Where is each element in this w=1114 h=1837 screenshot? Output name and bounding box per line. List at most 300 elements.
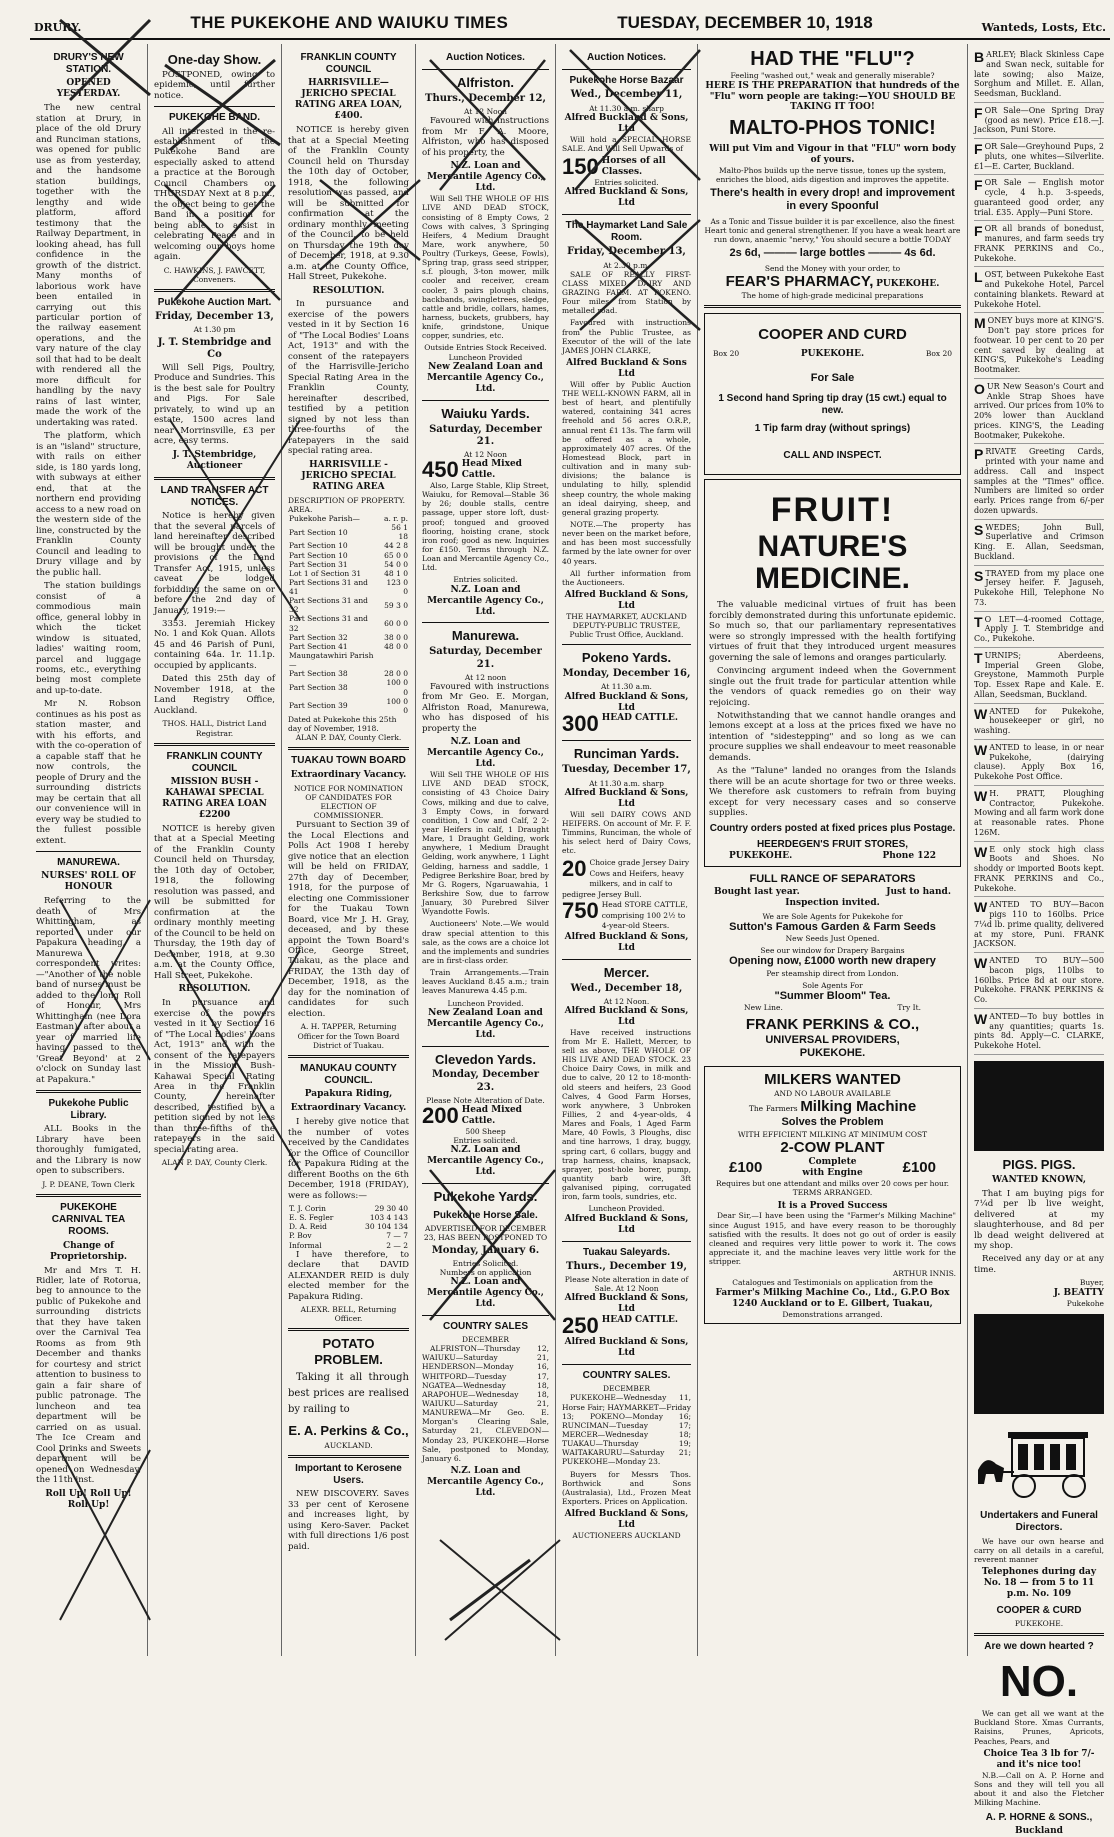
potato-text: Taking it all through best prices are realised by railing to — [288, 1372, 409, 1416]
classified-item — [974, 648, 1104, 704]
manurewa-heading: Manurewa. — [451, 628, 520, 644]
divider — [422, 400, 549, 401]
classified-text: URNIPS; Aberdeens, Imperial Green Globe, Greystone, Mammoth Purple Top. Essex Rape and Kale. E. Allan, Seedsman, Buckland. — [974, 650, 1104, 699]
classified-initial: F — [974, 223, 983, 240]
classified-initial: T — [974, 613, 983, 630]
horse-bazaar-day: Wed., December 11, — [570, 89, 683, 101]
rating-area-signature: ALAN P. DAY, County Clerk. — [295, 733, 402, 743]
candidate-name: Informal — [289, 1240, 322, 1250]
classified-text: ANTED TO BUY—500 bacon pigs, 110lbs to 160lbs. Price 8d at our store. Pukekohe. FRANK PERKINS & Co. — [974, 956, 1104, 1004]
pokeno-day: Monday, December 16, — [562, 668, 691, 680]
newspaper-title: THE PUKEKOHE AND WAIUKU TIMES — [190, 13, 509, 33]
alfriston-items: Will Sell THE WHOLE OF HIS LIVE AND DEAD STOCK, consisting of 8 Empty Cows, 2 Cows with calves, 3 Springing Heifers, 4 Medium Draught Mare, work anywhere, 50 Poultry (Turkeys, Geese, Fowls), Spring trap, grass seed stripper, s.f. plough, 3-ton mower, milk cooler and receiver, cream cooler, 3 pairs plough chains, backbands, swingletrees, sledge, cattle and bridle, collars, hames, harness, buckets, grubbers, hay knife, grindstone, Unique copper, sundries, etc. — [422, 194, 549, 341]
fruit-text: Convincing argument indeed when the Government single out the fruit trade for particular attention while the vendors of quack remedies go on their way rejoicing. — [709, 666, 956, 708]
luncheon-note: Luncheon Provided. — [447, 998, 524, 1008]
haymarket-text: Favoured with instructions from the Public Trustee, as Executor of the will of the late JAMES JOHN CLARKE, — [562, 318, 691, 355]
ad-black-bar — [974, 1061, 1104, 1151]
summer-bloom-title: "Summer Bloom" Tea. — [774, 990, 891, 1003]
rating-area-row — [288, 560, 409, 569]
send-line: Send the Money with your order, to — [764, 263, 901, 273]
choice-tea-line: Choice Tea 3 lb for 7/- and it's nice too! — [983, 1748, 1095, 1770]
property-description: Part Sections 31 and 41 — [289, 577, 368, 597]
runciman-heading: Runciman Yards. — [573, 746, 680, 762]
property-description: Maungatawhiri Parish— — [289, 651, 374, 670]
classified-item — [974, 313, 1104, 379]
flu-ad-line: HERE IS THE PREPARATION that hundreds of the "Flu" worn people are taking:—YOU SHOULD BE TAKING IT TOO! — [705, 80, 960, 113]
country-sales-heading: COUNTRY SALES — [442, 1320, 528, 1332]
tuakau-text: Pursuant to Section 39 of the Local Elections and Polls Act 1908 I hereby give notice that an election will be held on FRIDAY, 27th day of December, 1918, for the purpose of electing one Commissioner for the Tuakau Town Board, vice Mr J. H. Gray, deceased, and by these appoint the Town Board's Office, George Street, Tuakau, as the place and FRIDAY, the 13th day of December, 1918, as the day for the nomination of candidates for such election. — [288, 820, 409, 1019]
classified-text: ARLEY; Black Skinless Cape and Swan neck, suitable for late sowing; also Maize, Sorghum and Millet. E. Allan, Seedsman, Buckland. — [974, 50, 1104, 98]
mercer-time: At 12 Noon. — [603, 996, 650, 1006]
price-amount: £100 — [729, 1159, 763, 1177]
votes-row — [288, 1231, 409, 1240]
manukau-subheading: Extraordinary Vacancy. — [290, 1103, 407, 1114]
cow-plant-title: 2-COW PLANT — [780, 1138, 885, 1156]
separators-line: Inspection invited. — [785, 897, 880, 908]
flu-ad-line: Feeling "washed out," weak and generally miserable? — [730, 71, 935, 81]
milking-machine-ad — [704, 1066, 961, 1324]
classified-text: H. PRATT, Ploughing Contractor, Pukekohe. Mowing and all farm work done at reasonable rates. Phone 126M. — [974, 788, 1104, 837]
rating-area-row — [288, 678, 409, 696]
property-description: Part Section 10 — [289, 527, 348, 537]
issue-date: TUESDAY, DECEMBER 10, 1918 — [617, 13, 873, 33]
tuakau-note: Please Note alteration in date of Sale. At 12 Noon — [564, 1274, 689, 1294]
divider — [36, 851, 141, 852]
buckland-name: Alfred Buckland & Sons, Ltd — [564, 1213, 689, 1235]
tuakau-day: Thurs., December 19, — [566, 1260, 687, 1272]
rating-area-row — [288, 569, 409, 578]
rating-area-columns: DESCRIPTION OF PROPERTY. AREA. — [288, 495, 406, 514]
classified-text: OR Sale — English motor cycle, 4 h.p. 3-speeds, guaranteed good order, any trial. £35. Apply—Puni Store. — [974, 178, 1104, 217]
classified-text: WEDES; John Bull, Superlative and Crimson King. E. Allan, Seedsman, Buckland. — [974, 522, 1104, 561]
tuakau-heading: TUAKAU TOWN BOARD — [291, 755, 406, 767]
classified-item — [974, 786, 1104, 842]
classified-initial: W — [974, 741, 988, 758]
drury-paragraph: The platform, which is an "island" structure, with rails on either side, is 180 yards long, with subways at either end, that at the northern end providing access to a new road on the western side of the line, constructed by the Franklin County Council and leading to Drury village and by the public hall. — [36, 431, 141, 578]
property-description: Part Section 38 — [289, 683, 348, 693]
waiuku-count: 450 — [422, 457, 459, 483]
show-text: POSTPONED, owing to epidemic, until further notice. — [154, 69, 275, 101]
horne-name: A. P. HORNE & SONS., — [985, 1812, 1093, 1824]
cooper-curd-name: COOPER & CURD — [996, 1604, 1082, 1616]
fcc-resolution: RESOLUTION. — [178, 984, 251, 995]
property-area: a. r. p. — [384, 513, 408, 523]
classified-text: OR all brands of bonedust, manures, and farm seeds try FRANK PERKINS and Co., Pukekohe. — [974, 224, 1104, 263]
box-number: Box 20 — [925, 348, 952, 358]
column-nz-loan — [416, 44, 556, 1656]
buckland-name: Alfred Buckland & Sons, Ltd — [564, 1337, 689, 1359]
library-signature: J. P. DEANE, Town Clerk — [42, 1179, 135, 1189]
nz-loan-name: New Zealand Loan and Mercantile Agency Co., Ltd. — [427, 361, 544, 394]
buckland-name: Alfred Buckland & Sons, Ltd — [564, 1509, 689, 1531]
country-sales-note: Buyers for Messrs Thos. Borthwick and Sons (Australasia), Ltd., Frozen Meat Exporters. Prices on Application. — [562, 1469, 691, 1506]
votes-row — [288, 1241, 409, 1250]
rating-area-row — [288, 697, 409, 715]
nurses-roll-subheading: NURSES' ROLL OF HONOUR — [41, 871, 136, 893]
rating-area-row — [288, 669, 409, 678]
property-area: 123 0 0 — [386, 577, 408, 597]
fcc2-resolution: RESOLUTION. — [312, 285, 385, 296]
classified-initial: S — [974, 521, 984, 538]
ad-black-bar — [974, 1314, 1104, 1414]
clevedon-day: Monday, December 23. — [432, 1069, 539, 1093]
auction-mart-signature: J. T. Stembridge, Auctioneer — [172, 449, 257, 471]
horse-bazaar-head: Horses of all Classes. — [601, 155, 666, 177]
clevedon-head: Head Mixed Cattle. — [461, 1104, 522, 1126]
nz-loan-name: N.Z. Loan and Mercantile Agency Co., Ltd. — [427, 584, 544, 617]
fruit-orders: Country orders posted at fixed prices plus Postage. — [709, 822, 956, 834]
rating-area-row — [288, 514, 409, 523]
opening-line: Opening now, £1000 worth new drapery — [729, 955, 936, 968]
buckland-name: Alfred Buckland & Sons, Ltd — [564, 112, 689, 134]
train-note: Train Arrangements.—Train leaves Auckland 8.45 a.m.; train leaves Manurewa 4.45 p.m. — [422, 968, 549, 996]
property-area: 100 0 0 — [386, 696, 408, 715]
candidate-votes: 103 4 143 — [369, 1213, 408, 1223]
property-description: Part Section 38 — [289, 669, 348, 679]
cooper-curd-ad — [704, 313, 961, 474]
nb-text: N.B.—Call on A. P. Horne and Sons and they will tell you all about it and also the Fletcher Milking Machine. — [974, 1770, 1104, 1807]
divider — [36, 1194, 141, 1197]
heerdegen-town: PUKEKOHE. — [729, 851, 793, 862]
horse-sale-text: ADVERTISED FOR DECEMBER 23, HAS BEEN POSTPONED TO — [423, 1224, 548, 1243]
nz-loan-name: N.Z. Loan and Mercantile Agency Co., Ltd. — [427, 1145, 544, 1178]
candidate-votes: 7 — 7 — [386, 1231, 408, 1241]
runciman-time: At 11.30 a.m. sharp — [589, 778, 664, 788]
manurewa-day: Saturday, December 21. — [429, 646, 542, 670]
fruit-text: The valuable medicinal virtues of fruit has been forcibly demonstrated during this unfortunate epidemic. So much so, that our parliamentary representatives were so strongly impressed with the health fortifying virtues of fruit that they introduced urgent measures governing the sale of lemons and oranges particularly. — [709, 600, 956, 663]
haymarket-heading: The Haymarket Land Sale Room. — [565, 220, 688, 244]
pigs-buyer-label: Buyer, — [1079, 1278, 1104, 1288]
auctioneer-name: J. T. Stembridge and Co — [157, 336, 272, 360]
classified-initial: W — [974, 899, 988, 916]
country-sales-heading: COUNTRY SALES. — [582, 1370, 671, 1382]
undertakers-heading: Undertakers and Funeral Directors. — [980, 1510, 1098, 1534]
property-area: 100 0 0 — [386, 678, 408, 697]
manurewa-paragraph: Referring to the death of Mrs Whittingham, as reported under our Papakura heading, a Manurewa correspondent writes:—"Another of the noble band of nurses must be added to the long Roll of Honour, Mrs Whittingham (nee Dora Eastman), after about a year of married life having passed to the 'Great Beyond' at 2 o'clock on Sunday last at Papakura." — [36, 896, 141, 1085]
tuakau-saleyards-heading: Tuakau Saleyards. — [582, 1246, 671, 1258]
fruit-text: Notwithstanding that we cannot handle oranges and lemons except at a loss at the prices fixed we have no intention of "sidestepping" and so long as we can procure supplies we shall endeavour to meet reasonable demands. — [709, 711, 956, 763]
buckland-name: Alfred Buckland & Sons, Ltd — [564, 1005, 689, 1027]
land-transfer-heading: LAND TRANSFER ACT NOTICES. — [160, 484, 269, 508]
fears-pharmacy-name: FEAR'S PHARMACY, — [725, 272, 874, 290]
undertakers-text: We have our own hearse and carry on all details in a careful, reverent manner — [974, 1536, 1104, 1564]
mercer-heading: Mercer. — [603, 964, 650, 980]
runciman-day: Tuesday, December 17, — [562, 764, 691, 776]
land-transfer-text: Notice is hereby given that the several parcels of land hereinafter described will be brought under the provisions of the Land Transfer Act, 1915, unless caveat be lodged forbidding the same on or before the 2nd day of January, 1919:— — [154, 511, 275, 616]
land-transfer-date: Dated this 25th day of November 1918, at the Land Registry Office, Auckland. — [154, 674, 275, 716]
horse-bazaar-heading: Pukekohe Horse Bazaar — [569, 75, 684, 87]
frank-perkins-name: FRANK PERKINS & CO., — [745, 1015, 920, 1033]
malto-phos-line: Will put Vim and Vigour in that "FLU" worn body of yours. — [709, 143, 956, 165]
classified-item — [974, 842, 1104, 898]
show-heading: One-day Show. — [167, 52, 262, 67]
property-description: Part Section 32 — [289, 632, 348, 642]
alfriston-time: At 12 Noon — [463, 107, 508, 117]
flu-ad-title: HAD THE "FLU"? — [750, 48, 915, 70]
column-wanteds — [968, 44, 1110, 1837]
property-area — [379, 651, 409, 669]
horse-bazaar-time: At 11.30 a.m. sharp — [589, 103, 664, 113]
luncheon-note: Luncheon Provided — [448, 352, 523, 362]
runciman-text: Will sell DAIRY COWS AND HEIFERS. On account of Mr. F. F. Timmins, Runciman, the whole of his select herd of Dairy Cows, etc. — [562, 809, 691, 856]
divider — [154, 743, 275, 746]
rating-area-row — [288, 578, 409, 596]
property-area: 48 1 0 — [384, 568, 408, 578]
demonstrations-line: Demonstrations arranged. — [782, 1309, 883, 1319]
horse-sale-heading: Pukekohe Horse Sale. — [433, 1210, 538, 1222]
haymarket-trustee: DEPUTY-PUBLIC TRUSTEE, Public Trust Office, Auckland. — [569, 621, 684, 640]
roll-up-line: Roll Up! Roll Up! Roll Up! — [45, 1488, 132, 1510]
fears-pharmacy-town: PUKEKOHE. — [876, 278, 940, 289]
auction-notices-heading: Auction Notices. — [587, 52, 666, 63]
classified-text: ANTED to lease, in or near Pukekohe, (dairying clause). Apply Box 16, Pukekohe Post Office. — [974, 742, 1104, 781]
natures-title: NATURE'S — [757, 530, 908, 564]
fcc2-text: NOTICE is hereby given that at a Special Meeting of the Franklin County Council held on Thursday the 10th day of October, 1918, the following resolution was passed, and will be submitted for confirmation at the ordinary monthly meeting of the Council, to be held on Thursday the 19th day of December, 1918, at 9.30 a.m. at the County Office, Hall Street, Pukekohe. — [288, 125, 409, 283]
perkins-town: AUCKLAND. — [324, 1440, 373, 1450]
no-labour-line: AND NO LABOUR AVAILABLE — [774, 1089, 891, 1098]
call-inspect: CALL AND INSPECT. — [783, 449, 882, 461]
divider — [422, 1183, 549, 1184]
library-text: ALL Books in the Library have been thoroughly fumigated, and the Library is now open to subscribers. — [36, 1124, 141, 1177]
pigs-text: That I am buying pigs for 7¼d per lb live weight, delivered at my slaughterhouse, and 8d per lb dead weight delivered at my shop. — [974, 1188, 1104, 1251]
drury-paragraph: The new central station at Drury, in place of the old Drury and Runciman stations, was opened for public use as from yesterday, and the handsome station buildings, together with the lengthy and wide platform, afford testimony that the Railway Department, in looking ahead, has full confidence in the growth of the district. Many months of laborious work have been entailed in carrying out this particular portion of the railway easement operations, and the vary nature of the clay soil that had to be dealt with rendered all the more difficult for handling by the navy rains of last winter, made the work of the undertaking was rated. — [36, 103, 141, 428]
separators-line: Just to hand. — [886, 886, 951, 897]
rating-area-row — [288, 596, 409, 614]
tea-rooms-heading: PUKEKOHE CARNIVAL TEA ROOMS. — [51, 1202, 126, 1238]
cooper-curd-title: COOPER AND CURD — [758, 326, 907, 344]
rating-area-table — [288, 514, 409, 715]
column-ads — [698, 44, 968, 1656]
fcc-signature: ALAN P. DAY, County Clerk. — [161, 1158, 268, 1168]
tea-rooms-text: Mr and Mrs T. H. Ridler, late of Rotorua, beg to announce to the public of Pukekohe and surrounding districts that they have taken over the Carnival Tea Rooms as from 9th December and thanks for courtesy and strict attention to business to gain a fair share of public patronage. The luncheon and tea department will be carried on as usual. The Ice Cream and Cool Drinks and Sweets department will be opened on Wednesday, the 11th inst. — [36, 1265, 141, 1486]
tuakau-count: 250 — [562, 1313, 599, 1339]
clevedon-sheep: 500 Sheep — [465, 1126, 506, 1136]
classified-item — [974, 267, 1104, 313]
property-area: 65 0 0 — [384, 550, 408, 560]
property-description: Part Section 10 — [289, 541, 348, 551]
divider — [422, 69, 549, 70]
pigs-buyer-town: Pukekohe — [1066, 1298, 1104, 1308]
column-buckland — [556, 44, 698, 1656]
waiuku-heading: Waiuku Yards. — [441, 405, 530, 421]
column-drury — [30, 44, 148, 1656]
divider — [562, 69, 691, 70]
solves-problem: Solves the Problem — [781, 1116, 884, 1129]
rating-area-row — [288, 614, 409, 632]
property-description: Lot 1 of Section 31 — [289, 568, 362, 578]
classified-initial: O — [974, 380, 985, 397]
separators-line: Bought last year. — [714, 886, 800, 897]
buckland-name: Alfred Buckland & Sons, Ltd — [564, 590, 689, 611]
fears-pharmacy-tagline: The home of high-grade medicinal preparations — [741, 291, 924, 301]
rating-area-date: Dated at Pukekohe this 25th day of November, 1918. — [288, 715, 397, 734]
classified-item — [974, 740, 1104, 786]
manukau-votes-table — [288, 1204, 409, 1250]
land-transfer-signature: THOS. HALL, District Land Registrar. — [162, 719, 267, 738]
property-area: 38 0 0 — [384, 632, 408, 642]
rating-area-row — [288, 541, 409, 550]
divider — [288, 1055, 409, 1058]
fcc-subheading: MISSION BUSH - KAHAWAI SPECIAL RATING AREA LOAN £2200 — [162, 777, 267, 820]
the-label: The — [748, 1104, 764, 1114]
clevedon-note: Please Note Alteration of Date. — [426, 1095, 545, 1105]
clevedon-count: 200 — [422, 1102, 459, 1128]
classified-item — [974, 103, 1104, 139]
requires-line: Requires but one attendant and milks over 20 cows per hour. TERMS ARRANGED. — [716, 1179, 949, 1198]
horse-sale-numbers: Numbers on application — [439, 1267, 532, 1277]
complete-with-engine: Complete with Engine — [802, 1157, 863, 1179]
health-line: There's health in every drop! and improvement in every Spoonful — [710, 187, 955, 213]
classified-text: ONEY buys more at KING'S. Don't pay store prices for footwear. 10 per cent to 20 per cent saved by dealing at KING'S, Pukekohe's Leading Bootmaker. — [974, 316, 1104, 374]
divider — [562, 214, 691, 215]
manukau-heading: MANUKAU COUNTY COUNCIL. — [300, 1062, 397, 1086]
frank-perkins-town: PUKEKOHE. — [799, 1047, 866, 1060]
price-line: 2s 6d, ——— large bottles ——— 4s 6d. — [729, 247, 936, 260]
classified-item — [974, 612, 1104, 648]
waiuku-time: At 12 Noon — [463, 449, 508, 459]
wanteds-section-label: Wanteds, Losts, Etc. — [981, 20, 1106, 34]
drury-section-label: DRURY. — [34, 20, 82, 34]
property-area: 48 0 0 — [384, 641, 408, 651]
pigs-heading: PIGS. PIGS. — [1002, 1156, 1076, 1172]
mercer-luncheon: Luncheon Provided. — [588, 1204, 665, 1214]
farmers-company: Farmer's Milking Machine Co., Ltd., G.P.O Box 1240 Auckland or to E. Gilbert, Tuakau, — [715, 1287, 950, 1309]
classified-initial: F — [974, 104, 983, 121]
potato-heading: POTATO PROBLEM. — [314, 1336, 383, 1368]
property-area: 56 1 18 — [391, 523, 408, 542]
fcc2-subheading: HARRISVILLE—JERICHO SPECIAL RATING AREA LOAN, £400. — [294, 78, 403, 122]
classified-text: TRAYED from my place one Jersey heifer. F. Jaguseh, Pukekohe Hill, Telephone No 73. — [974, 568, 1104, 607]
rating-area-row — [288, 651, 409, 669]
masthead — [30, 6, 1110, 40]
classified-item — [974, 704, 1104, 740]
pukekohe-yards-heading: Pukekohe Yards. — [433, 1189, 538, 1205]
heerdegen-name: HEERDEGEN'S FRUIT STORES, — [756, 839, 909, 851]
alfriston-text: Favoured with instructions from Mr F. A. Moore, Alfriston, who has disposed of his property, the — [422, 116, 549, 158]
fcc-text: NOTICE is hereby given that at a Special Meeting of the Franklin County Council held on Thursday, the 10th day of October, 1918, the following resolution was passed, and will be submitted for confirmation at the ordinary monthly meeting of the Council to be held on Thursday, the 19th day of December, 1918, at 9.30 a.m. at the County Office, Hall Street, Pukekohe. — [154, 823, 275, 981]
mercer-text: Have received instructions from Mr E. Hallett, Mercer, to sell as above, THE WHOLE OF HIS LIVE AND DEAD STOCK. 23 Choice Dairy Cows, in milk and due to calve, 20 12 to 18-month-old steers and heifers, 23 Good Calves, 4 Good Farm Horses, work anywhere, 3 Unbroken Fillies, 2 and 4-year-olds, 4 Mares and Foals, 1 Aged Farm Mare, 40 Fowls, 3 Ploughs, disc and tine harrows, 1 dray, buggy, spring cart, 6 collars, buggy and trap harness, chains, knapsack, sprayer, post-hole borer, pump, quantity barb wire, 3ft galvanised piping, corrugated iron, farm tools, sundries, etc. — [562, 1027, 691, 1202]
window-line: See our window for Drapery Bargains — [760, 946, 905, 956]
alfriston-day: Thurs., December 12, — [425, 93, 546, 105]
pokeno-heading: Pokeno Yards. — [581, 650, 672, 666]
runciman-store-count: 750 — [562, 898, 599, 924]
manukau-signature: ALEXR. BELL, Returning Officer. — [300, 1305, 397, 1324]
buckland-name: Alfred Buckland & Sons, Ltd — [564, 187, 689, 209]
nz-loan-name: N.Z. Loan and Mercantile Agency Co., Ltd. — [427, 737, 544, 770]
auction-mart-heading: Pukekohe Auction Mart. — [157, 297, 272, 309]
try-it-label: Try It. — [897, 1003, 921, 1013]
runciman-store-head: Head STORE CATTLE, comprising 100 2½ to 4-year-old Steers. — [601, 900, 688, 931]
classified-text: ANTED for Pukekohe, housekeeper or girl, no washing. — [974, 706, 1104, 735]
auction-notices-heading: Auction Notices. — [446, 52, 525, 63]
classified-item — [974, 953, 1104, 1009]
box-number: Box 20 — [713, 348, 740, 358]
seeds-line: New Seeds Just Opened. — [785, 934, 880, 944]
divider — [562, 959, 691, 960]
fcc2-text: In pursuance and exercise of the powers vested in it by Section 16 of "The Local Bodies' Loans Act, 1913" and with the consent of the ratepayers of the Harrisville-Jericho Special Rating Area in the Franklin County, hereinafter described, testified by a petition signed by not less than three-fourths of the ratepayers in the said special rating area. — [288, 299, 409, 457]
divider — [562, 644, 691, 645]
fcc-heading: FRANKLIN COUNTY COUNCIL — [166, 750, 263, 774]
divider — [562, 1241, 691, 1242]
votes-row — [288, 1204, 409, 1213]
mercer-day: Wed., December 18, — [570, 982, 683, 994]
country-sales-month: DECEMBER — [461, 1335, 509, 1345]
auction-mart-text: Will Sell Pigs, Poultry, Produce and Sundries. This is the best sale for Poultry and Pigs. For Sale privately, to wind up an estate, 1500 acres land near Morrinsville, £3 per acre, easy terms. — [154, 362, 275, 447]
sole-agents-line: Sole Agents For — [802, 980, 863, 990]
buckland-store-text: We can get all we want at the Buckland Store. Xmas Currants, Raisins, Prunes, Apricots, Peaches, Pears, and — [974, 1709, 1104, 1746]
classified-text: O LET—4-roomed Cottage, Apply J. T. Stembridge and Co., Pukekohe. — [974, 614, 1104, 643]
rating-area-row — [288, 642, 409, 651]
pokeno-time: At 11.30 a.m. — [601, 682, 652, 692]
classified-item — [974, 379, 1104, 445]
drury-paragraph: Mr N. Robson continues as his post as station master, and with his efforts, and with the co-operation of a capable staff that he now controls, the people of Drury and the surrounding districts may be certain that all our convenience will in every way be studied to the fullest possible extent. — [36, 699, 141, 846]
medicine-title: MEDICINE. — [754, 561, 910, 595]
pokeno-count: 300 — [562, 711, 599, 737]
property-description: Pukekohe Parish— — [289, 513, 360, 523]
no-title: NO. — [999, 1657, 1079, 1707]
classified-initial: W — [974, 843, 988, 860]
manurewa-note: Auctioneers' Note.—We would draw special attention to this sale, as the cows are a choice lot and the implements and sundries are in first-class order. — [422, 919, 549, 965]
nz-loan-name: New Zealand Loan and Mercantile Agency Co., Ltd. — [427, 1007, 544, 1040]
pigs-subheading: WANTED KNOWN, — [991, 1174, 1087, 1185]
property-area: 59 3 0 — [384, 600, 408, 610]
country-sales-list: ALFRISTON—Thursday 12, WAIUKU—Saturday 21, HENDERSON—Monday 16, WHITFORD—Tuesday 17, NGATEA—Wednesday 18, ARAPOHUE—Wednesday 18, WAIUKU—Saturday 21, MANUREWA—Mr Geo. E. Morgan's Clearing Sale, Saturday 21, CLEVEDON—Monday 23, PUKEKOHE—Horse Sale, postponed to Monday, January 6. — [422, 1344, 549, 1463]
divider — [704, 305, 961, 308]
classified-initial: M — [974, 315, 986, 332]
property-description: Part Sections 31 and 32 — [289, 596, 368, 615]
divider — [974, 1633, 1104, 1636]
rating-area-row — [288, 633, 409, 642]
divider — [422, 1046, 549, 1047]
divider — [154, 106, 275, 107]
classified-initial: S — [974, 567, 984, 584]
band-signature: C. HAWKINS, J. FAWCETT, Conveners. — [163, 265, 266, 284]
haymarket-place: THE HAYMARKET, AUCKLAND — [566, 611, 687, 621]
malto-phos-title: MALTO-PHOS TONIC! — [729, 117, 936, 140]
waiuku-head: Head Mixed Cattle. — [461, 459, 522, 480]
testimonial-text: Dear Sir,—I have been using the "Farmer's Milking Machine" since August 1915, and have every reason to be thoroughly satisfied with the results. It does not go out of order is easily cleaned and requires very little power to work it. The cows appreciate it, and the machine leaves very little work for the stripper. — [709, 1211, 956, 1267]
horse-sale-entries: Entries Solicited. — [452, 1258, 519, 1268]
down-hearted-line: Are we down hearted ? — [984, 1641, 1094, 1653]
classified-text: OR Sale—One Spring Dray (good as new). Price £18.—J. Jackson, Puni Store. — [974, 105, 1104, 135]
pokeno-head: HEAD CATTLE. — [601, 713, 679, 724]
fruit-ad — [704, 479, 961, 868]
manurewa-text: Favoured with instructions from Mr Geo. E. Morgan, Alfriston Road, Manurewa, who has disposed of his property the — [422, 681, 549, 734]
hearse-illustration — [974, 1424, 1104, 1502]
candidate-name: D. A. Reid — [289, 1222, 327, 1232]
haymarket-day: Friday, December 13, — [567, 246, 686, 258]
votes-row — [288, 1222, 409, 1231]
buckland-name: Alfred Buckland & Sons, Ltd — [564, 787, 689, 809]
catalogue-line: Catalogues and Testimonials on application from the — [732, 1278, 933, 1288]
manukau-text: I have therefore, to declare that DAVID ALEXANDER REID is duly elected member for the Papakura Riding. — [288, 1249, 409, 1302]
divider — [562, 1364, 691, 1365]
efficient-line: WITH EFFICIENT MILKING AT MINIMUM COST — [737, 1129, 928, 1139]
candidate-name: P. Bov — [289, 1231, 312, 1241]
property-area: 28 0 0 — [384, 669, 408, 679]
votes-row — [288, 1213, 409, 1222]
buckland-name: Alfred Buckland & Sons Ltd — [566, 357, 687, 379]
classified-initial: F — [974, 141, 983, 157]
new-line-label: New Line. — [744, 1003, 783, 1013]
classified-initial: W — [974, 1010, 988, 1027]
farmers-label: Farmers — [765, 1104, 798, 1114]
classified-item — [974, 897, 1104, 953]
perkins-name: E. A. Perkins & Co., — [288, 1423, 409, 1439]
land-transfer-item: 3353. Jeremiah Hickey No. 1 and Kok Quan. Allots 45 and 46 Parish of Puni, containing 64a. 1r. 11.1p. occupied by applicants. — [154, 619, 275, 671]
suttons-title: Sutton's Famous Garden & Farm Seeds — [729, 920, 936, 933]
rating-area-heading: HARRISVILLE - JERICHO SPECIAL RATING AREA — [301, 459, 396, 492]
